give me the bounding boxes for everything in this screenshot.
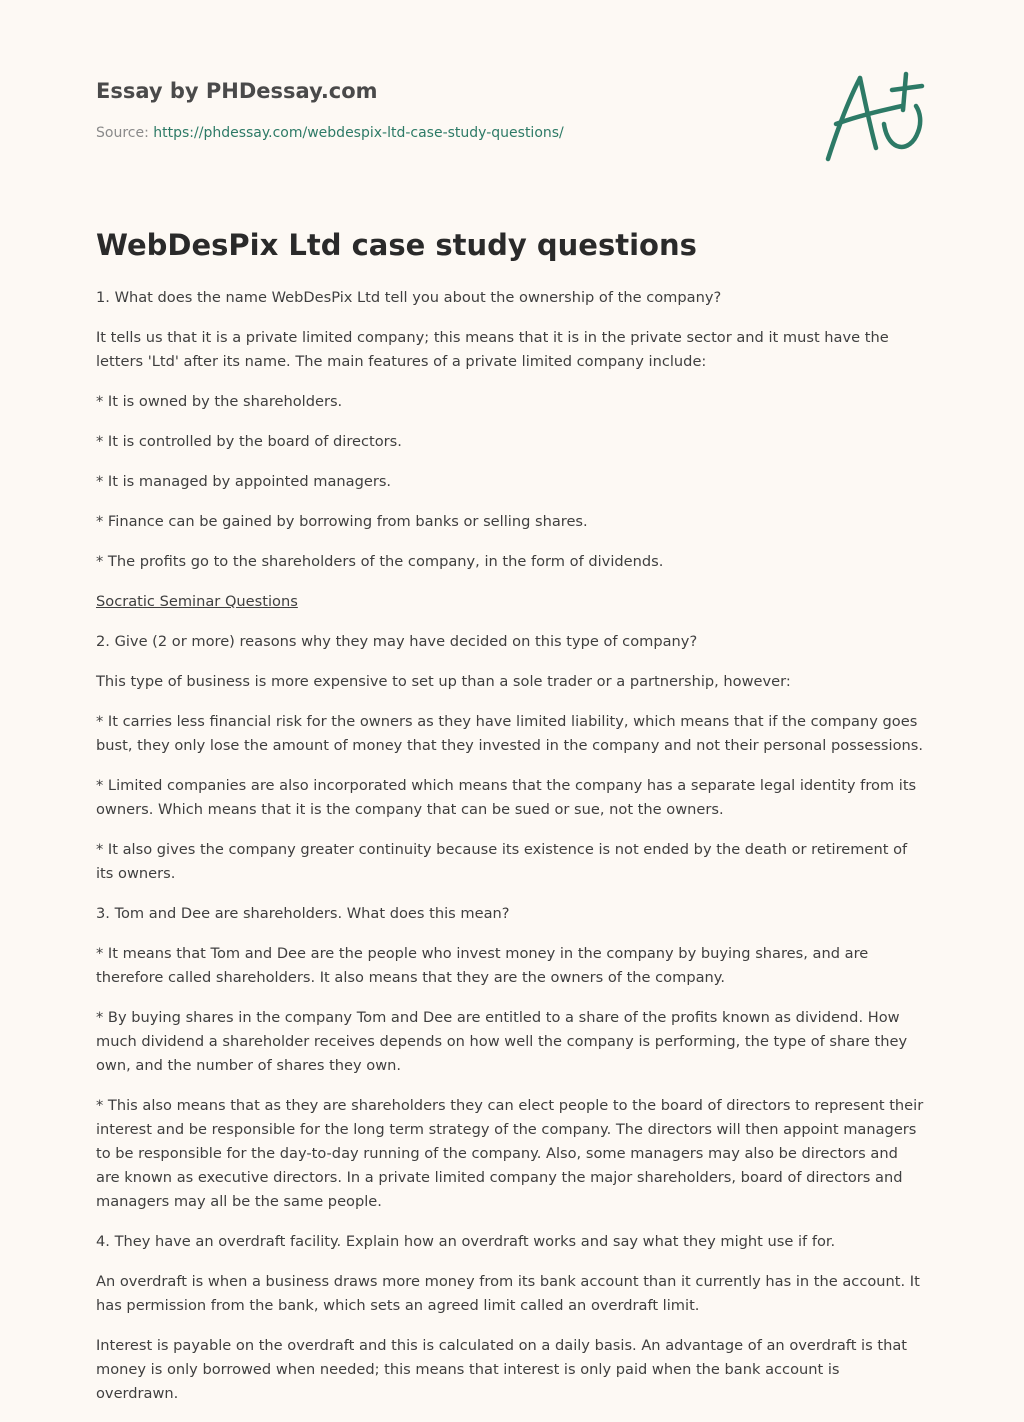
list-item: * By buying shares in the company Tom and Dee are entitled to a share of the profits known as dividend. How much dividend a shareholder receives depends on how well the company is performing, the type of share they own, and the number of shares they own.: [96, 1009, 908, 1074]
page-title: WebDesPix Ltd case study questions: [96, 228, 697, 262]
list-item: * Limited companies are also incorporated which means that the company has a separate legal identity from its owners. Which means that it is the company that can be sued or sue, not the owners.: [96, 777, 917, 818]
list-item: * It is managed by appointed managers.: [96, 473, 392, 490]
list-item: * Finance can be gained by borrowing from banks or selling shares.: [96, 513, 588, 530]
paragraph: 3. Tom and Dee are shareholders. What does this mean?: [96, 905, 510, 922]
list-item: * It means that Tom and Dee are the people who invest money in the company by buying shares, and are therefore called shareholders. It also means that they are the owners of the company.: [96, 945, 869, 986]
paragraph: It tells us that it is a private limited company; this means that it is in the private sector and it must have the letters 'Ltd' after its name. The main features of a private limited company include:: [96, 329, 889, 370]
list-item: * It is controlled by the board of directors.: [96, 433, 402, 450]
paragraph: Interest is payable on the overdraft and this is calculated on a daily basis. An advantage of an overdraft is that money is only borrowed when needed; this means that interest is only paid when the bank account is overdrawn.: [96, 1337, 907, 1402]
list-item: * The profits go to the shareholders of the company, in the form of dividends.: [96, 553, 664, 570]
source-label: Source:: [96, 125, 149, 141]
list-item: * This also means that as they are shareholders they can elect people to the board of directors to represent their interest and be responsible for the long term strategy of the company. The directors will then appoint managers to be responsible for the day-to-day running of the company. Also, some managers may also be directors and are known as executive directors. In a private limited company the major shareholders, board of directors and managers may all be the same people.: [96, 1097, 924, 1210]
source-link[interactable]: https://phdessay.com/webdespix-ltd-case-study-questions/: [153, 125, 564, 141]
source-line: [96, 124, 696, 142]
list-item: * It carries less financial risk for the owners as they have limited liability, which means that if the company goes bust, they only lose the amount of money that they invested in the company and not their personal possessions.: [96, 713, 923, 754]
list-item: * It also gives the company greater continuity because its existence is not ended by the death or retirement of its owners.: [96, 841, 908, 882]
paragraph: 2. Give (2 or more) reasons why they may have decided on this type of company?: [96, 633, 698, 650]
paragraph: This type of business is more expensive to set up than a sole trader or a partnership, however:: [96, 673, 791, 690]
a-plus-grade-icon: [818, 66, 930, 166]
essay-body: [96, 286, 926, 1422]
list-item: * It is owned by the shareholders.: [96, 393, 343, 410]
section-heading-link[interactable]: Socratic Seminar Questions: [96, 593, 298, 610]
paragraph: 1. What does the name WebDesPix Ltd tell you about the ownership of the company?: [96, 289, 722, 306]
page-header: [96, 78, 696, 142]
paragraph: An overdraft is when a business draws more money from its bank account than it currently has in the account. It has permission from the bank, which sets an agreed limit called an overdraft limit.: [96, 1273, 920, 1314]
paragraph: 4. They have an overdraft facility. Explain how an overdraft works and say what they might use if for.: [96, 1233, 836, 1250]
brand-title: Essay by PHDessay.com: [96, 79, 378, 103]
